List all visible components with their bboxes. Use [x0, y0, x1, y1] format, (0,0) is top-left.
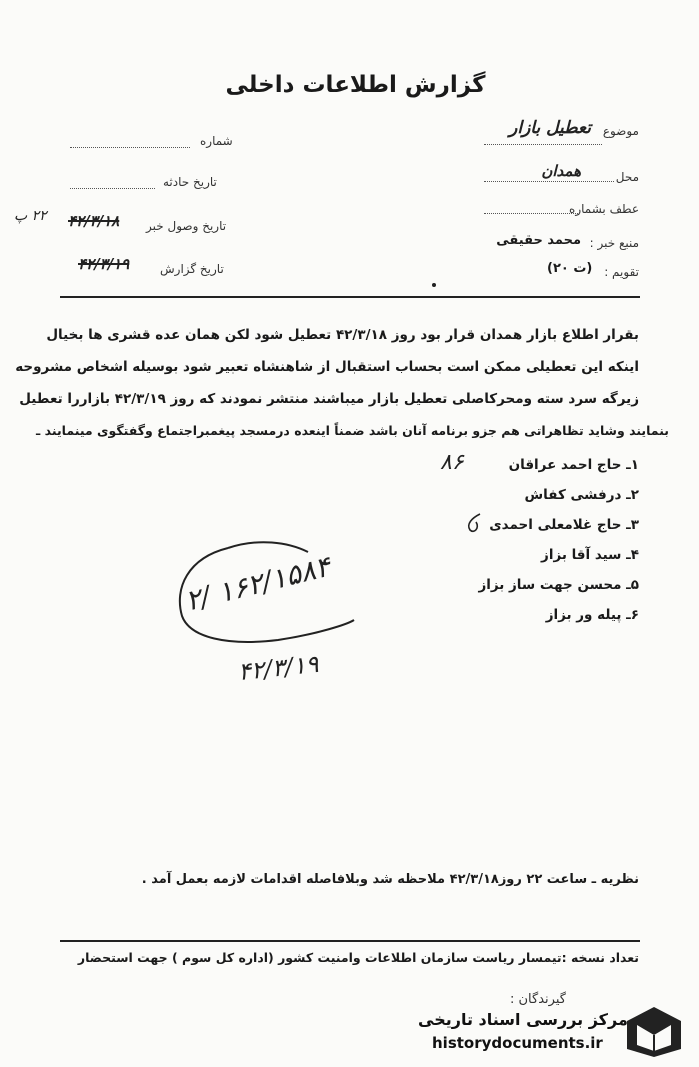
rating-value: (ت ۲۰): [547, 261, 593, 276]
item1-handwritten-note: ۸۶: [440, 450, 464, 475]
ref-dotted-line: [484, 213, 580, 214]
subject-label: موضوع: [602, 124, 639, 138]
list-item: ۶ـ پیله ور بزاز: [545, 607, 639, 623]
location-dotted-line: [484, 181, 614, 182]
body-line-4: بنمایند وشاید تظاهراتی هم جزو برنامه آنان باشد ضمناً اینعده درمسجد پیغمبراجتماع وگفتگوی مینمایند ـ: [36, 423, 669, 438]
registry-date: ۴۲/۳/۱۹: [236, 649, 320, 687]
subject-dotted-line: [484, 144, 602, 145]
list-item: ۵ـ محسن جهت ساز بزاز: [478, 577, 639, 593]
initial-mark: [462, 510, 484, 534]
source-value: محمد حقیقی: [496, 233, 581, 248]
list-item: ۲ـ درفشی کفاش: [524, 487, 639, 503]
list-item: ۴ـ سید آقا بزاز: [541, 547, 639, 563]
number-dotted-line: [70, 147, 190, 148]
location-value: همدان: [541, 162, 581, 180]
incident-date-label: تاریخ حادثه: [163, 175, 217, 189]
source-label: منبع خبر :: [589, 236, 639, 250]
watermark-org-name: مرکز بررسی اسناد تاریخی: [418, 1010, 628, 1029]
incident-date-dotted-line: [70, 188, 155, 189]
report-date-label: تاریخ گزارش: [160, 262, 224, 276]
number-label: شماره: [200, 134, 233, 148]
body-line-2: اینکه این تعطیلی ممکن است بحساب استقبال از شاهنشاه تعبیر شود بوسیله اشخاص مشروحه: [15, 359, 639, 375]
header-separator: [60, 296, 640, 298]
report-date-value: ۴۲/۳/۱۹: [78, 255, 130, 273]
watermark-url: historydocuments.ir: [432, 1034, 603, 1052]
footer-separator: [60, 940, 640, 942]
note-line: نظریه ـ ساعت ۲۲ روز۴۲/۳/۱۸ ملاحظه شد وبلافاصله اقدامات لازمه بعمل آمد .: [141, 872, 639, 887]
document-title: گزارش اطلاعات داخلی: [225, 72, 486, 98]
recipients-label: گیرندگان :: [510, 992, 566, 1007]
list-item: ۱ـ حاج احمد عراقان: [508, 457, 639, 473]
archive-logo-icon: [623, 1005, 685, 1059]
ink-dot: [432, 283, 436, 287]
news-received-label: تاریخ وصول خبر: [146, 219, 227, 233]
body-line-3: زیرگه سرد سته ومحرکاصلی تعطیل بازار میباشند منتشر نمودند که روز ۴۲/۳/۱۹ بازاررا تعطیل: [19, 391, 639, 407]
registry-number: ۲/ ۱۶۲/۱۵۸۴: [182, 549, 334, 618]
news-received-struck-date: ۴۲/۳/۱۸: [68, 212, 120, 230]
copies-line: تعداد نسخه :تیمسار ریاست سازمان اطلاعات وامنیت کشور (اداره کل سوم ) جهت استحضار: [77, 950, 639, 965]
rating-label: تقویم :: [604, 265, 639, 279]
ref-label: عطف بشماره: [569, 202, 639, 216]
location-label: محل: [615, 170, 639, 184]
news-received-margin-note: ۲۲ پ: [14, 208, 47, 224]
subject-value: تعطیل بازار: [509, 118, 591, 138]
body-line-1: بقرار اطلاع بازار همدان قرار بود روز ۴۲/۳/۱۸ تعطیل شود لکن همان عده قشری ها بخیال: [46, 327, 639, 343]
list-item: ۳ـ حاج غلامعلی احمدی: [489, 517, 639, 533]
